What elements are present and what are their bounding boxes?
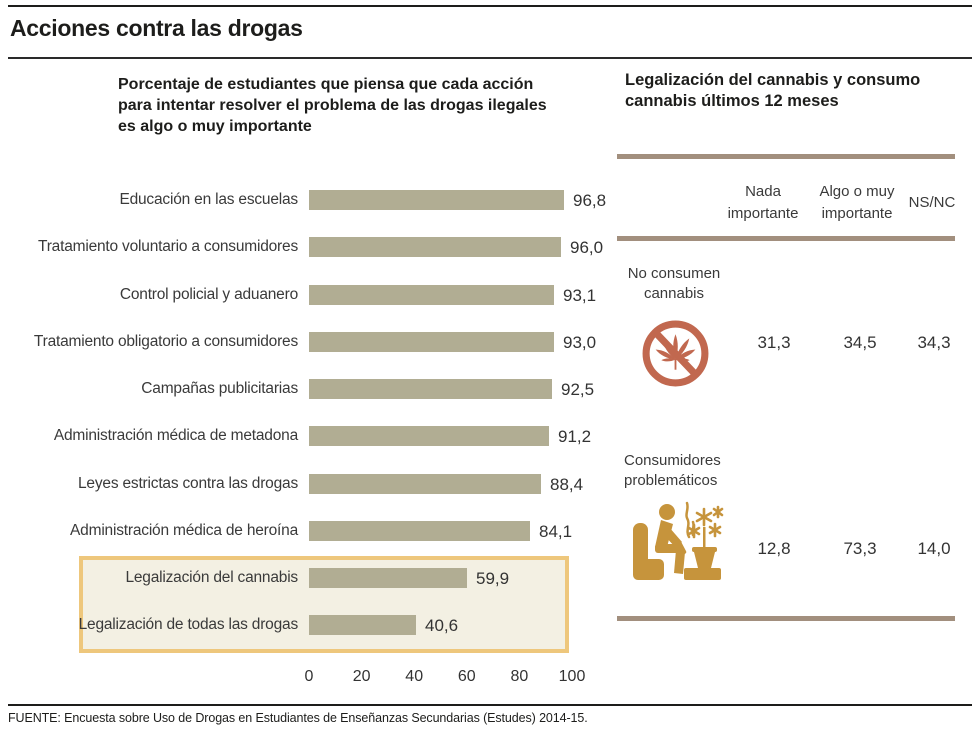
bar (309, 521, 530, 541)
table-rule-top (617, 154, 955, 159)
bar-value: 93,0 (563, 333, 597, 352)
table-cell: 12,8 (757, 539, 791, 558)
no-cannabis-icon (639, 317, 712, 390)
bar-label: Leyes estrictas contra las drogas (78, 475, 298, 492)
column-header-nada-importante: Nada importante (727, 183, 799, 222)
bar-value: 93,1 (563, 286, 597, 305)
column-header-nsnc: NS/NC (908, 194, 956, 211)
x-axis-tick-label: 80 (510, 668, 529, 685)
x-axis-tick-label: 40 (405, 668, 424, 685)
table-title (625, 70, 960, 112)
bar-row (0, 426, 640, 446)
bar-value: 84,1 (539, 522, 573, 541)
table-cell: 34,3 (917, 333, 951, 352)
bar (309, 379, 552, 399)
bar-label: Legalización del cannabis (125, 569, 298, 586)
column-header-algo-o-muy-importante: Algo o muy importante (819, 183, 895, 222)
bar-value: 88,4 (550, 475, 584, 494)
bar-row (0, 521, 640, 541)
bar-row (0, 379, 640, 399)
bar (309, 190, 564, 210)
bar-row (0, 474, 640, 494)
bar-value: 91,2 (558, 427, 592, 446)
bar-chart-title (118, 74, 547, 137)
bar (309, 474, 541, 494)
table-cell: 34,5 (843, 333, 877, 352)
x-axis-tick-label: 100 (558, 668, 586, 685)
title-divider (8, 57, 972, 59)
table-title-line: Legalización del cannabis y consumo (625, 71, 921, 89)
table-cell: 14,0 (917, 539, 951, 558)
table-cell: 73,3 (843, 539, 877, 558)
row-label-consumidores-problematicos: Consumidores problemáticos (624, 452, 721, 489)
bar-label: Campañas publicitarias (141, 380, 298, 397)
page-title: Acciones contra las drogas (10, 15, 303, 41)
bar (309, 426, 549, 446)
bar (309, 615, 416, 635)
bar-label: Tratamiento voluntario a consumidores (38, 238, 298, 255)
table-title-line: cannabis últimos 12 meses (625, 92, 839, 110)
bar-label: Educación en las escuelas (119, 191, 298, 208)
bar-row (0, 568, 640, 588)
footer-divider (8, 704, 972, 706)
bar-label: Administración médica de heroína (70, 522, 298, 539)
cannabis-user-icon (632, 497, 734, 585)
bar-label: Administración médica de metadona (53, 427, 298, 444)
source-note: FUENTE: Encuesta sobre Uso de Drogas en Estudiantes de Enseñanzas Secundarias (Estudes) 2014-15. (8, 711, 588, 725)
row-label-no-consumen: No consumen cannabis (627, 265, 721, 302)
bar-row (0, 237, 640, 257)
bar-value: 40,6 (425, 616, 459, 635)
bar-label: Legalización de todas las drogas (78, 616, 298, 633)
table-rule-header (617, 236, 955, 241)
x-axis-tick-label: 20 (352, 668, 371, 685)
bar-label: Tratamiento obligatorio a consumidores (33, 333, 298, 350)
bar-row (0, 615, 640, 635)
x-axis-tick-label: 0 (304, 668, 314, 685)
bar-row (0, 285, 640, 305)
bar-row (0, 332, 640, 352)
bar (309, 568, 467, 588)
bar-chart-title-line: Porcentaje de estudiantes que piensa que cada acción (118, 76, 534, 93)
bar (309, 237, 561, 257)
bar (309, 332, 554, 352)
table-cell: 31,3 (757, 333, 791, 352)
bar-label: Control policial y aduanero (119, 286, 298, 303)
bar-value: 59,9 (476, 569, 510, 588)
top-divider (8, 5, 972, 7)
bar-chart-title-line: es algo o muy importante (118, 118, 312, 135)
bar-chart-title-line: para intentar resolver el problema de las drogas ilegales (118, 97, 547, 114)
bar-row (0, 190, 640, 210)
x-axis-tick-label: 60 (457, 668, 476, 685)
bar (309, 285, 554, 305)
bar-value: 96,8 (573, 191, 607, 210)
bar-value: 96,0 (570, 238, 604, 257)
table-rule-bottom (617, 616, 955, 621)
bar-value: 92,5 (561, 380, 595, 399)
